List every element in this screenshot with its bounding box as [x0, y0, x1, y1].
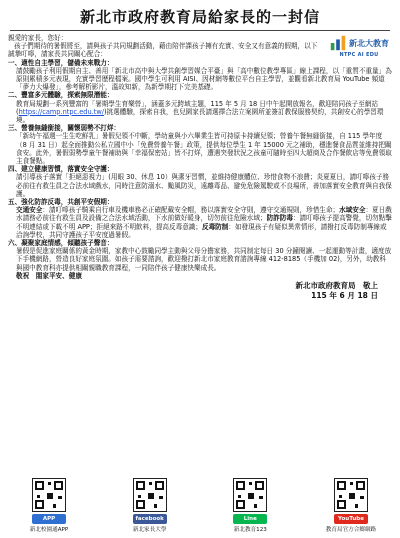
app-label: 教育局官方合鄉網路 [325, 527, 377, 533]
qr-code-icon[interactable] [133, 478, 167, 512]
section-6 [8, 239, 392, 280]
logo-name-en: NTPC AI EDU [339, 52, 379, 59]
section-text: 教育局規劃一系列豐富的「暑期學生育樂營」，涵蓋多元跨域主題，115 年 5 月 18 日中午起開放報名，歡迎陪同孩子至網站( [16, 99, 379, 116]
section-text: ：如發現孩子有疑似異常情形，請撥打反毒防制專線或洽詢學校，共同守護孩子平安度過暑假。 [16, 222, 387, 239]
greeting: 親愛的家長，您好： [8, 34, 68, 42]
section-5 [8, 198, 392, 239]
section-2 [8, 91, 392, 124]
letter-title: 新北市政府教育局給家長的一封信 [10, 4, 390, 31]
section-title: 五、強化防詐反毒，共創平安假期： [8, 198, 114, 207]
section-text: ：夏日戲水請務必前往有救生員及設備之合法水域活動，下水前做好暖身，切勿前往危險水域； [16, 206, 392, 223]
signature-date: 115 年 6 月 18 日 [311, 291, 378, 301]
intro-paragraph: 孩子們期待的暑假將至，請與孩子共同規劃活動，藉由陪伴課孩子擁有充實、安全又有意義的假期，以下誠摯叮嚀，請家長共同關心配合： [8, 42, 318, 59]
section-title: 三、營養無縫銜接，關懷弱勢不打烊： [8, 124, 121, 133]
section-title: 六、凝聚家庭情感，傾聽孩子聲音： [8, 239, 114, 248]
section-title: 四、建立健康習慣，落實安全守護： [8, 165, 114, 174]
youtube-badge: YouTube [334, 514, 368, 524]
closing-wish: 敬祝 閤家平安、健康 [16, 271, 82, 280]
signature-org: 新北市政府教育局 敬上 [295, 281, 378, 291]
section-body: 請引導孩子落實「拒絕惡視力」(用眼 30、休息 10）與潔牙習慣，並維持健康體位、珍惜食物不浪費；炎夏夏日，請叮嚀孩子務必前往有救生員之合法水域戲水，同時注意防溺水、颱風防災，遠離毒品、避免危險駕駛或不良場所，善加落實安全教育與自我保護。 [16, 173, 392, 198]
app-label: 新北校園通APP [29, 527, 69, 533]
app-label: 新北家長大學 [132, 527, 167, 533]
section-4 [8, 165, 392, 198]
signature-block [8, 281, 392, 301]
app-link-youtube[interactable] [310, 478, 392, 533]
section-1 [8, 59, 392, 92]
app-link-facebook[interactable] [109, 478, 191, 533]
section-body: 暑假是促進家庭關係的黃金時期，家教中心鼓勵同學主動與父母分擔家務，共同制定每日 30 分鐘閱讀、一起運動等計畫，適度放下手機網路，營造良好家庭氛圍。如孩子需要諮詢，歡迎撥打新北市家庭教育諮詢專線 412-8185（手機加 02)，另外，幼教科與國中教育科亦提供相關親職教育課程，一同陪伴孩子健康快樂成長。 [16, 247, 392, 272]
keyword: 反毒防制 [202, 222, 229, 231]
section-body [8, 100, 392, 125]
section-3 [8, 124, 392, 165]
app-links-row [8, 478, 392, 533]
qr-code-icon[interactable] [233, 478, 267, 512]
facebook-badge: facebook [133, 514, 167, 524]
ntpc-edu-logo [326, 34, 392, 59]
logo-mark-icon [329, 34, 347, 52]
logo-name-zh: 新北大教育 [349, 38, 389, 48]
qr-code-icon[interactable] [32, 478, 66, 512]
camp-link[interactable]: https://camp.ntpc.edu.tw/ [18, 107, 104, 116]
app-badge: APP [32, 514, 66, 524]
section-title: 二、豐富多元體驗，探索無限潛能： [8, 91, 114, 100]
qr-code-icon[interactable] [334, 478, 368, 512]
section-text: )挑選體驗，探索自我，也兒園家長請選擇合法立案園所並簽訂教保服務契約，共創安心的學習環境。 [16, 107, 384, 125]
app-label: 新北教育123 [233, 527, 267, 533]
section-body: 「新幼午福週一生生吃鮮乳」暑假兒領不中斷，學幼童與小六畢業生皆可持原卡持續兒領；營養午餐無縫銜接，自 115 學年度（8 月 31 日）起全面推動公私立國中小「免費營養午餐」政策，提供每位學生 1 年 15000 元之補助，穩進餐食品質並維持把關食安。此外，暑假弱勢學童午餐補助與「幸福保密站」皆不打烊，遭遇突發狀況之孩童可隨時至四大超商及合作餐飲店等免費領取主食餐點。 [16, 132, 392, 166]
section-text: ：請叮嚀孩子騎乘自行車及機車務必正確配戴安全帽，務以落實安全守則，遵守交通規則，珍惜生命； [42, 206, 340, 215]
section-body: 請鼓勵孩子利用假期自主、善用「新北市高中與大學共創學習媒合平臺」與「高中數位教學專區」線上課程，以「重質不重量」為原則累積多元表現，充實學習歷程檔案。國中學生可利用 AISI、因材網等數位平台自主學習，並觀看新北教育局 YouTube 頻道「夢力大爆發」，參考解析影片，溫故知新，為新學期打下完美基礎。 [16, 66, 392, 92]
line-badge: Line [233, 514, 267, 524]
intro-block [8, 34, 392, 59]
app-link-line[interactable] [209, 478, 291, 533]
section-title: 一、適性自主學習，儲備未來戰力： [8, 58, 114, 67]
keyword: 水域安全 [339, 206, 366, 215]
section-text: ：請叮嚀孩子提高警覺，切勿點擊不明連結或下載不明 APP；拒絕來路不明飲料，提高反毒意識； [16, 214, 392, 231]
section-body [8, 206, 392, 239]
intro-text [8, 34, 322, 59]
keyword: 防詐防毒 [266, 214, 293, 223]
keyword: 交通安全 [16, 206, 43, 215]
app-link-campus[interactable] [8, 478, 90, 533]
